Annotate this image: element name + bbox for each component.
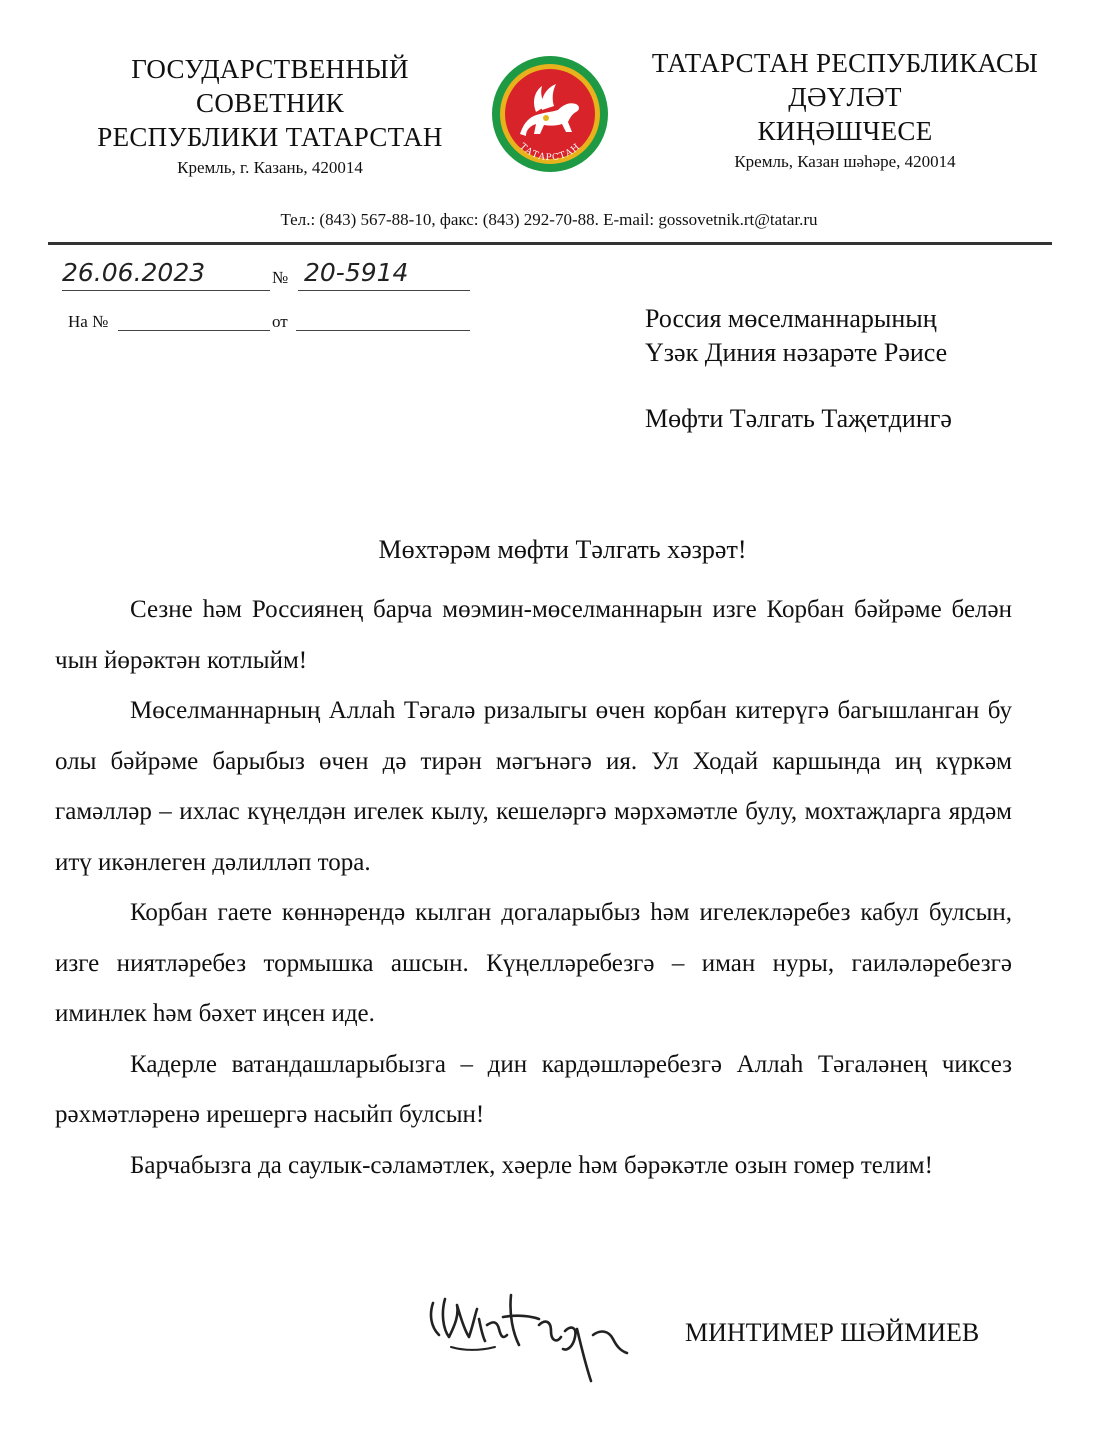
paragraph: Сезне һәм Россиянең барча мөэмин-мөселманнарын изге Корбан бәйрәме белән чын йөрәктән котлыйм! — [55, 596, 1012, 674]
header-right-block — [630, 46, 1060, 176]
header-right-address: Кремль, Казан шәһәре, 420014 — [734, 152, 956, 171]
addressee-line-2: Үзәк Диния нәзарәте Рәисе — [645, 338, 948, 367]
header-left-title-line-2: СОВЕТНИК — [196, 88, 344, 118]
header-left-title-line-1: ГОСУДАРСТВЕННЫЙ — [131, 54, 409, 84]
paragraph: Барчабызга да саулык-сәламәтлек, хәерле һәм бәрәкәтле озын гомер телим! — [130, 1151, 933, 1179]
header-left-block — [60, 52, 480, 182]
tatarstan-emblem-icon — [490, 52, 610, 176]
registration-ref-line — [118, 330, 270, 331]
paragraph: Корбан гаете көннәрендә кылган догаларыбыз һәм игелекләребез кабул булсын, изге ниятләребез тормышка ашсын. Күңелләребезгә – иман нуры, гаиләләребезгә иминлек һәм бәхет иңсен иде. — [55, 899, 1012, 1027]
registration-number: 20-5914 — [298, 256, 470, 291]
header-left-address: Кремль, г. Казань, 420014 — [177, 158, 363, 177]
header-divider — [48, 242, 1052, 245]
paragraph: Кадерле ватандашларыбызга – дин кардәшләребезгә Аллаһ Тәгаләнең чиксез рәхмәтләренә ирешергә насыйп булсын! — [55, 1050, 1012, 1128]
addressee-line-1: Россия мөселманнарының — [645, 304, 937, 333]
addressee-block — [645, 302, 952, 436]
header-right-title-line-1: ТАТАРСТАН РЕСПУБЛИКАСЫ — [651, 48, 1039, 78]
registration-from-line — [296, 330, 470, 331]
letter-body — [55, 585, 1012, 1191]
registration-from-label: от — [272, 312, 288, 331]
registration-ref-label: На № — [68, 312, 109, 331]
header-right-title-line-2: ДӘҮЛӘТ — [788, 82, 902, 112]
handwritten-signature-icon — [415, 1285, 650, 1395]
greeting: Мөхтәрәм мөфти Тәлгать хәзрәт! — [378, 535, 747, 564]
paragraph: Мөселманнарның Аллаһ Тәгалә ризалыгы өчен корбан китерүгә багышланган бу олы бәйрәме барыбыз өчен дә тирән мәгънәгә ия. Ул Ходай каршында иң күркәм гамәлләр – ихлас күңелдән игелек кылу, кешеләргә мәрхәмәтле булу, мохтаҗларга ярдәм итү икәнлеген дәлилләп тора. — [55, 697, 1012, 876]
header-left-title-line-3: РЕСПУБЛИКИ ТАТАРСТАН — [97, 122, 443, 152]
registration-number-label: № — [272, 268, 289, 287]
signer-name: МИНТИМЕР ШӘЙМИЕВ — [685, 1318, 980, 1347]
emblem-text: ТАТАРСТАН — [517, 141, 583, 164]
header-contacts: Тел.: (843) 567-88-10, факс: (843) 292-70-88. E-mail: gossovetnik.rt@tatar.ru — [280, 210, 818, 229]
header-right-title-line-3: КИҢӘШЧЕСЕ — [757, 116, 933, 146]
registration-date: 26.06.2023 — [62, 256, 270, 291]
addressee-line-3: Мөфти Тәлгать Таҗетдингә — [645, 404, 952, 433]
